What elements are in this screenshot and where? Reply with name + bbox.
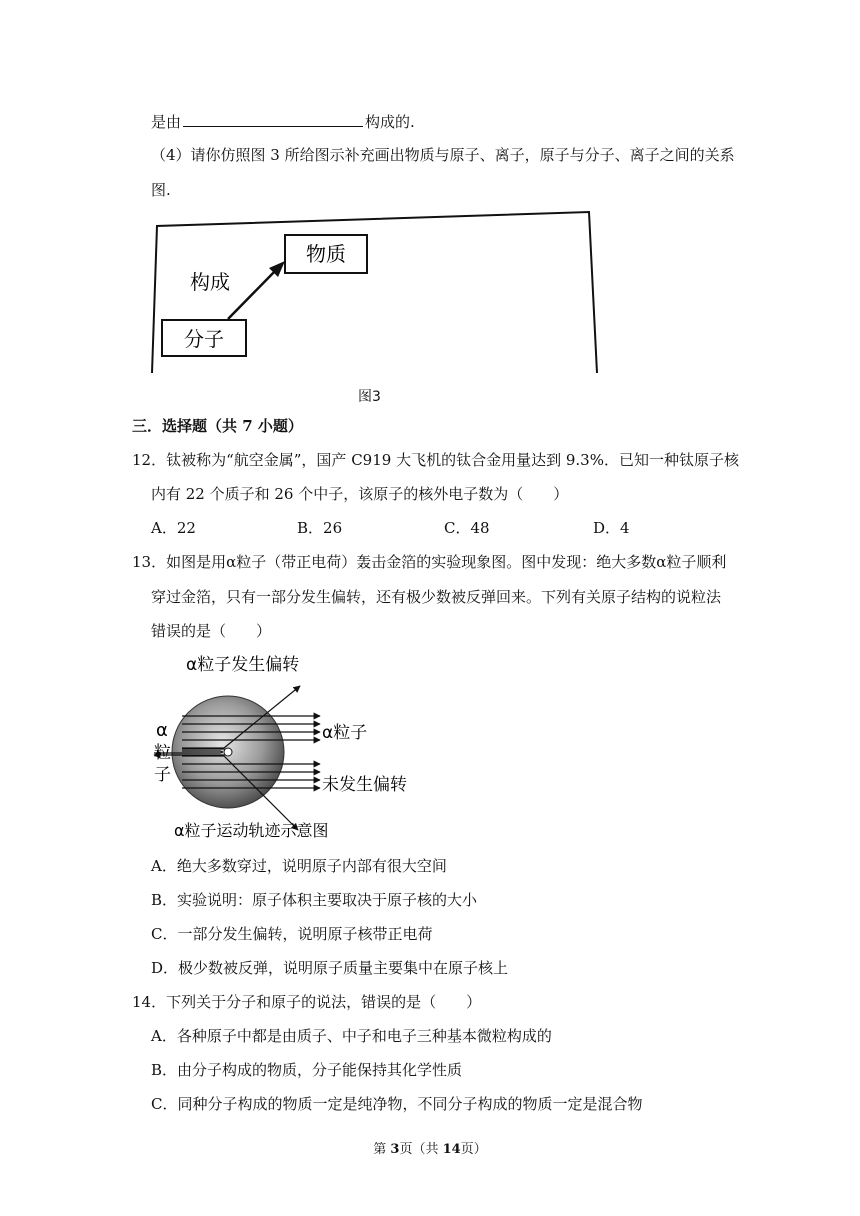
footer-total-pages: 14 bbox=[442, 1142, 461, 1157]
alpha-scattering-figure bbox=[140, 648, 440, 848]
figure3-arrow-label: 构成 bbox=[190, 270, 230, 294]
q13-option-b[interactable]: B．实验说明：原子体积主要取决于原子核的大小 bbox=[151, 891, 478, 909]
footer-middle: 页（共 bbox=[399, 1142, 443, 1157]
q13-line1: 13．如图是用α粒子（带正电荷）轰击金箔的实验现象图。图中发现：绝大多数α粒子顺利 bbox=[132, 553, 727, 571]
section3-title: 三．选择题（共 7 小题） bbox=[132, 417, 303, 435]
q11-answer-blank[interactable] bbox=[183, 110, 363, 127]
q13-option-d[interactable]: D．极少数被反弹，说明原子质量主要集中在原子核上 bbox=[151, 959, 509, 977]
alpha-label-left-3: 子 bbox=[154, 765, 171, 785]
q11-fill-suffix: 构成的. bbox=[365, 113, 415, 131]
alpha-label-left-2: 粒 bbox=[154, 743, 171, 763]
q13-line3: 错误的是（ ） bbox=[151, 622, 272, 640]
q12-option-a[interactable]: A．22 bbox=[151, 519, 196, 537]
alpha-label-no-deflect: 未发生偏转 bbox=[322, 775, 407, 795]
q14-option-a[interactable]: A．各种原子中都是由质子、中子和电子三种基本微粒构成的 bbox=[151, 1027, 552, 1045]
q12-line1: 12．钛被称为“航空金属”，国产 C919 大飞机的钛合金用量达到 9.3%．已知一种钛原子核 bbox=[132, 451, 739, 469]
q14-option-b[interactable]: B．由分子构成的物质，分子能保持其化学性质 bbox=[151, 1061, 463, 1079]
q13-option-a[interactable]: A．绝大多数穿过，说明原子内部有很大空间 bbox=[151, 857, 447, 875]
alpha-label-right: α粒子 bbox=[322, 723, 368, 743]
q12-option-b[interactable]: B．26 bbox=[297, 519, 343, 537]
footer-prefix: 第 bbox=[373, 1142, 391, 1157]
q12-line2: 内有 22 个质子和 26 个中子，该原子的核外电子数为（ ） bbox=[151, 485, 569, 503]
alpha-label-deflect: α粒子发生偏转 bbox=[186, 655, 300, 675]
alpha-label-left-1: α bbox=[156, 720, 168, 741]
q13-line2: 穿过金箔，只有一部分发生偏转，还有极少数被反弹回来。下列有关原子结构的说粒法 bbox=[151, 588, 722, 606]
alpha-figure-caption: α粒子运动轨迹示意图 bbox=[174, 821, 329, 840]
figure3-arrow bbox=[228, 267, 279, 319]
page-footer bbox=[0, 1138, 860, 1157]
q11-sub4-line1: （4）请你仿照图 3 所给图示补充画出物质与原子、离子，原子与分子、离子之间的关系 bbox=[151, 146, 735, 164]
q14-line1: 14．下列关于分子和原子的说法，错误的是（ ） bbox=[132, 993, 482, 1011]
q11-fill-line bbox=[151, 110, 415, 132]
footer-page-number: 3 bbox=[390, 1142, 400, 1157]
footer-suffix: 页） bbox=[460, 1142, 487, 1157]
figure3-diagram bbox=[148, 210, 604, 375]
q11-fill-prefix: 是由 bbox=[151, 113, 182, 131]
q14-option-c[interactable]: C．同种分子构成的物质一定是纯净物，不同分子构成的物质一定是混合物 bbox=[151, 1095, 643, 1113]
q13-option-c[interactable]: C．一部分发生偏转，说明原子核带正电荷 bbox=[151, 925, 433, 943]
q11-sub4-line2: 图. bbox=[151, 181, 171, 199]
figure3-box-bottom-text: 分子 bbox=[184, 327, 224, 351]
q12-option-d[interactable]: D．4 bbox=[593, 519, 630, 537]
figure3-caption: 图3 bbox=[358, 389, 381, 405]
q12-option-c[interactable]: C．48 bbox=[444, 519, 490, 537]
atomic-nucleus bbox=[224, 748, 232, 756]
figure3-box-top-text: 物质 bbox=[306, 242, 346, 266]
